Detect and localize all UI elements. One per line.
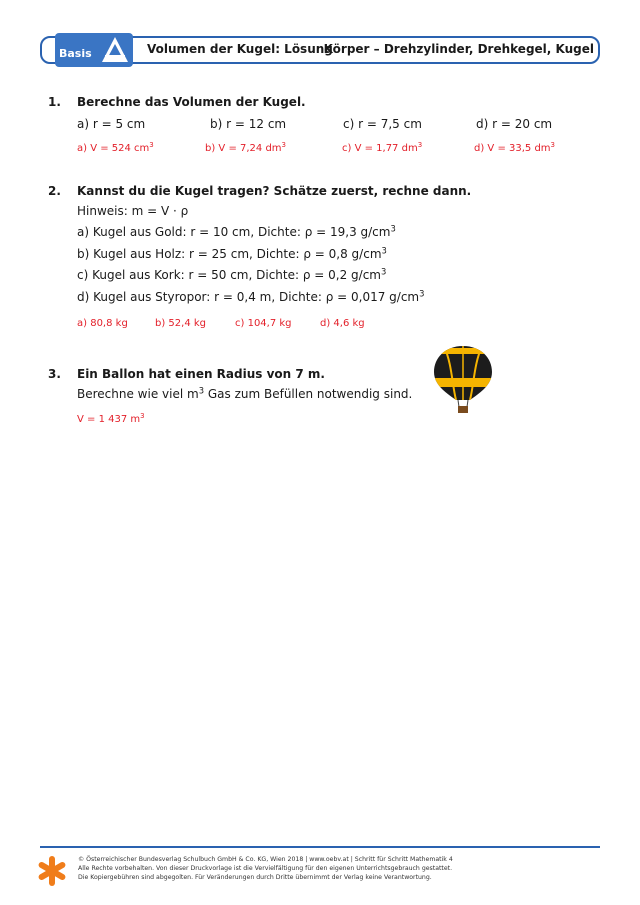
question-2-hint: Hinweis: m = V · ρ xyxy=(77,204,189,218)
level-badge-label: Basis xyxy=(59,47,92,60)
question-1-solution-b: b) V = 7,24 $dm^3$ xyxy=(205,141,287,154)
question-1-part-c: c) r = 7,5 cm xyxy=(343,117,422,131)
question-2-title: Kannst du die Kugel tragen? Schätze zuerst, rechne dann. xyxy=(77,184,472,198)
question-2-part-a: a) Kugel aus Gold: r = 10 cm, Dichte: ρ = 19,3 $g/cm^3$ xyxy=(77,223,396,239)
question-2-part-d: d) Kugel aus Styropor: r = 0,4 m, Dichte: ρ = 0,017 $g/cm^3$ xyxy=(77,288,425,304)
worksheet-title: Volumen der Kugel: Lösung xyxy=(147,42,333,56)
question-3-number: 3. xyxy=(48,367,61,381)
question-2-solution-c: c) 104,7 kg xyxy=(235,318,292,329)
question-3-text: Berechne wie viel $m^3$ Gas zum Befüllen notwendig sind. xyxy=(77,385,413,401)
question-2-part-c: c) Kugel aus Kork: r = 50 cm, Dichte: ρ = 0,2 $g/cm^3$ xyxy=(77,266,387,282)
footer-line-3: Die Kopiergebühren sind abgegolten. Für Veränderungen durch Dritte übernimmt der Verlag keine Verantwortung. xyxy=(78,874,432,881)
triangle-level-icon xyxy=(100,35,130,65)
question-2-number: 2. xyxy=(48,184,61,198)
hot-air-balloon-icon xyxy=(432,344,494,416)
question-2-part-b: b) Kugel aus Holz: r = 25 cm, Dichte: ρ = 0,8 $g/cm^3$ xyxy=(77,245,387,261)
oebv-star-logo-icon xyxy=(38,856,66,886)
question-3-solution: V = 1 437 $m^3$ xyxy=(77,412,145,425)
question-1-title: Berechne das Volumen der Kugel. xyxy=(77,95,306,109)
worksheet-topic: Körper – Drehzylinder, Drehkegel, Kugel xyxy=(323,42,594,56)
question-1-solution-c: c) V = 1,77 $dm^3$ xyxy=(342,141,423,154)
question-1-solution-d: d) V = 33,5 $dm^3$ xyxy=(474,141,556,154)
question-1-part-a: a) r = 5 cm xyxy=(77,117,146,131)
question-1-solution-a: a) V = 524 $cm^3$ xyxy=(77,141,154,154)
question-2-solution-b: b) 52,4 kg xyxy=(155,318,207,329)
question-3-title: Ein Ballon hat einen Radius von 7 m. xyxy=(77,367,325,381)
question-1-part-b: b) r = 12 cm xyxy=(210,117,287,131)
footer-line-1: © Österreichischer Bundesverlag Schulbuch GmbH & Co. KG, Wien 2018 | www.oebv.at | Schritt für Schritt Mathematik 4 xyxy=(78,856,453,863)
footer-copyright xyxy=(78,855,453,882)
question-1-number: 1. xyxy=(48,95,61,109)
footer-line-2: Alle Rechte vorbehalten. Von dieser Druckvorlage ist die Vervielfältigung für den eigenen Unterrichtsgebrauch gestattet. xyxy=(78,865,453,872)
question-1-part-d: d) r = 20 cm xyxy=(476,117,553,131)
footer-divider xyxy=(40,846,600,848)
question-2-solution-d: d) 4,6 kg xyxy=(320,318,365,329)
question-2-solution-a: a) 80,8 kg xyxy=(77,318,128,329)
